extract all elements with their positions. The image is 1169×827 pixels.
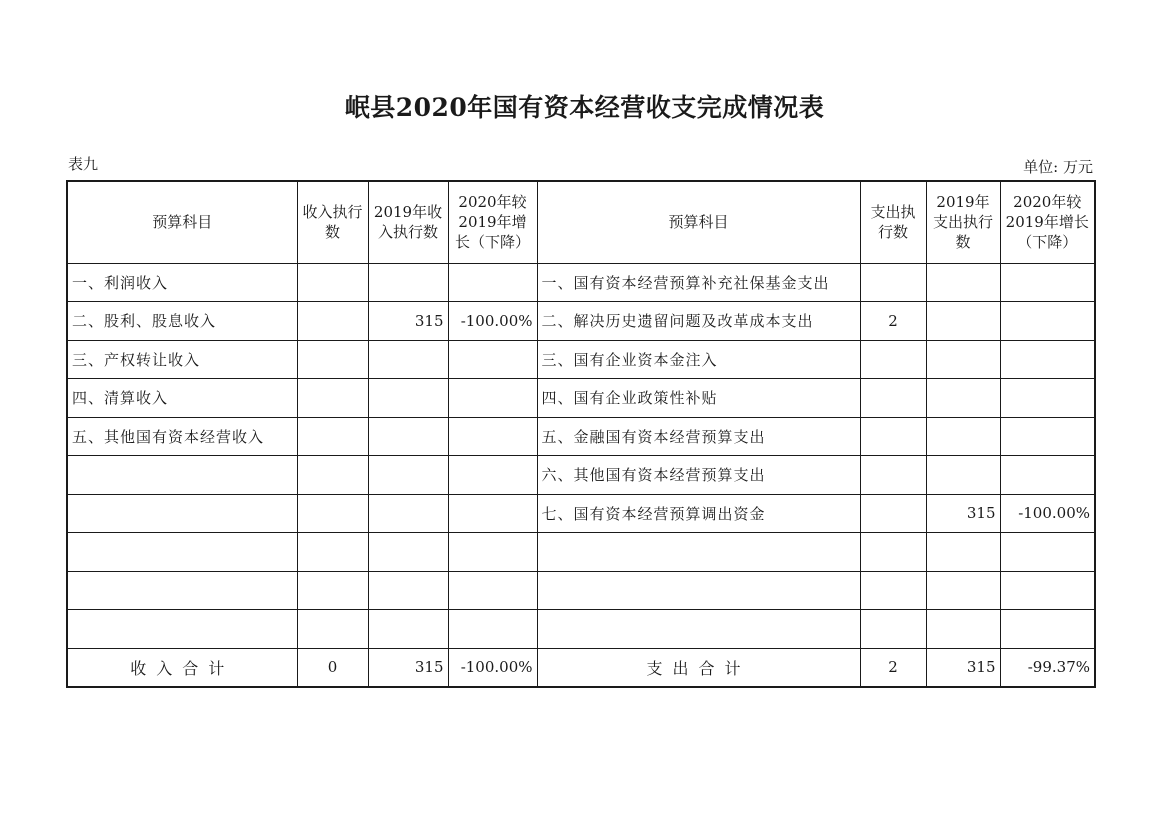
header-expense-change: 2020年较2019年增长（下降） xyxy=(1000,181,1095,263)
table-row xyxy=(67,340,1095,379)
expense-2019-cell: 315 xyxy=(926,494,1000,533)
income-item-cell xyxy=(67,456,297,495)
income-2019-cell: 315 xyxy=(368,302,448,341)
expense-total-exec: 2 xyxy=(860,648,926,687)
table-row xyxy=(67,456,1095,495)
income-change-cell: -100.00% xyxy=(448,302,537,341)
income-change-cell xyxy=(448,340,537,379)
expense-total-label: 支出合计 xyxy=(537,648,860,687)
expense-exec-cell xyxy=(860,340,926,379)
expense-exec-cell xyxy=(860,379,926,418)
income-2019-cell xyxy=(368,379,448,418)
expense-exec-cell xyxy=(860,610,926,649)
expense-item-cell: 一、国有资本经营预算补充社保基金支出 xyxy=(537,263,860,302)
expense-item-cell: 五、金融国有资本经营预算支出 xyxy=(537,417,860,456)
header-income-change: 2020年较2019年增长（下降） xyxy=(448,181,537,263)
expense-item-cell xyxy=(537,610,860,649)
header-expense-exec: 支出执行数 xyxy=(860,181,926,263)
expense-2019-cell xyxy=(926,610,1000,649)
table-row xyxy=(67,379,1095,418)
income-exec-cell xyxy=(297,263,368,302)
income-2019-cell xyxy=(368,571,448,610)
income-exec-cell xyxy=(297,571,368,610)
income-exec-cell xyxy=(297,340,368,379)
income-item-cell xyxy=(67,494,297,533)
income-2019-cell xyxy=(368,610,448,649)
income-item-cell xyxy=(67,533,297,572)
income-exec-cell xyxy=(297,302,368,341)
expense-item-cell xyxy=(537,571,860,610)
income-exec-cell xyxy=(297,610,368,649)
expense-change-cell xyxy=(1000,456,1095,495)
income-total-change: -100.00% xyxy=(448,648,537,687)
expense-change-cell xyxy=(1000,610,1095,649)
expense-item-cell: 六、其他国有资本经营预算支出 xyxy=(537,456,860,495)
expense-exec-cell xyxy=(860,494,926,533)
expense-change-cell xyxy=(1000,571,1095,610)
expense-exec-cell xyxy=(860,533,926,572)
income-2019-cell xyxy=(368,340,448,379)
table-row xyxy=(67,302,1095,341)
budget-table xyxy=(66,180,1096,688)
income-2019-cell xyxy=(368,263,448,302)
expense-2019-cell xyxy=(926,302,1000,341)
expense-2019-cell xyxy=(926,533,1000,572)
income-change-cell xyxy=(448,379,537,418)
income-change-cell xyxy=(448,533,537,572)
expense-change-cell xyxy=(1000,417,1095,456)
income-exec-cell xyxy=(297,379,368,418)
header-row xyxy=(67,181,1095,263)
header-expense-item: 预算科目 xyxy=(537,181,860,263)
expense-item-cell: 七、国有资本经营预算调出资金 xyxy=(537,494,860,533)
expense-change-cell xyxy=(1000,263,1095,302)
expense-exec-cell xyxy=(860,417,926,456)
expense-item-cell: 三、国有企业资本金注入 xyxy=(537,340,860,379)
income-2019-cell xyxy=(368,456,448,495)
income-total-exec: 0 xyxy=(297,648,368,687)
expense-exec-cell xyxy=(860,263,926,302)
page-title: 岷县2020年国有资本经营收支完成情况表 xyxy=(344,93,825,122)
totals-row xyxy=(67,648,1095,687)
expense-change-cell xyxy=(1000,533,1095,572)
expense-item-cell: 四、国有企业政策性补贴 xyxy=(537,379,860,418)
unit-label: 单位: 万元 xyxy=(1023,158,1093,176)
income-change-cell xyxy=(448,610,537,649)
income-change-cell xyxy=(448,571,537,610)
income-item-cell: 五、其他国有资本经营收入 xyxy=(67,417,297,456)
income-change-cell xyxy=(448,263,537,302)
income-item-cell: 四、清算收入 xyxy=(67,379,297,418)
income-item-cell xyxy=(67,610,297,649)
expense-item-cell: 二、解决历史遗留问题及改革成本支出 xyxy=(537,302,860,341)
header-income-item: 预算科目 xyxy=(67,181,297,263)
header-income-2019: 2019年收入执行数 xyxy=(368,181,448,263)
income-2019-cell xyxy=(368,417,448,456)
income-2019-cell xyxy=(368,494,448,533)
header-expense-2019: 2019年支出执行数 xyxy=(926,181,1000,263)
expense-exec-cell xyxy=(860,456,926,495)
expense-item-cell xyxy=(537,533,860,572)
income-item-cell xyxy=(67,571,297,610)
table-row xyxy=(67,571,1095,610)
income-exec-cell xyxy=(297,533,368,572)
header-income-exec: 收入执行数 xyxy=(297,181,368,263)
expense-exec-cell xyxy=(860,571,926,610)
income-exec-cell xyxy=(297,456,368,495)
income-change-cell xyxy=(448,494,537,533)
expense-total-change: -99.37% xyxy=(1000,648,1095,687)
table-row xyxy=(67,533,1095,572)
expense-2019-cell xyxy=(926,571,1000,610)
expense-2019-cell xyxy=(926,340,1000,379)
expense-exec-cell: 2 xyxy=(860,302,926,341)
expense-2019-cell xyxy=(926,263,1000,302)
expense-2019-cell xyxy=(926,456,1000,495)
income-exec-cell xyxy=(297,417,368,456)
income-item-cell: 二、股利、股息收入 xyxy=(67,302,297,341)
table-row xyxy=(67,263,1095,302)
table-row xyxy=(67,494,1095,533)
expense-change-cell xyxy=(1000,379,1095,418)
expense-2019-cell xyxy=(926,379,1000,418)
expense-2019-cell xyxy=(926,417,1000,456)
income-total-label: 收入合计 xyxy=(67,648,297,687)
income-change-cell xyxy=(448,417,537,456)
income-total-2019: 315 xyxy=(368,648,448,687)
income-item-cell: 一、利润收入 xyxy=(67,263,297,302)
income-2019-cell xyxy=(368,533,448,572)
table-row xyxy=(67,417,1095,456)
income-exec-cell xyxy=(297,494,368,533)
table-row xyxy=(67,610,1095,649)
income-item-cell: 三、产权转让收入 xyxy=(67,340,297,379)
table-number: 表九 xyxy=(68,155,99,173)
expense-change-cell: -100.00% xyxy=(1000,494,1095,533)
expense-change-cell xyxy=(1000,302,1095,341)
expense-change-cell xyxy=(1000,340,1095,379)
expense-total-2019: 315 xyxy=(926,648,1000,687)
income-change-cell xyxy=(448,456,537,495)
